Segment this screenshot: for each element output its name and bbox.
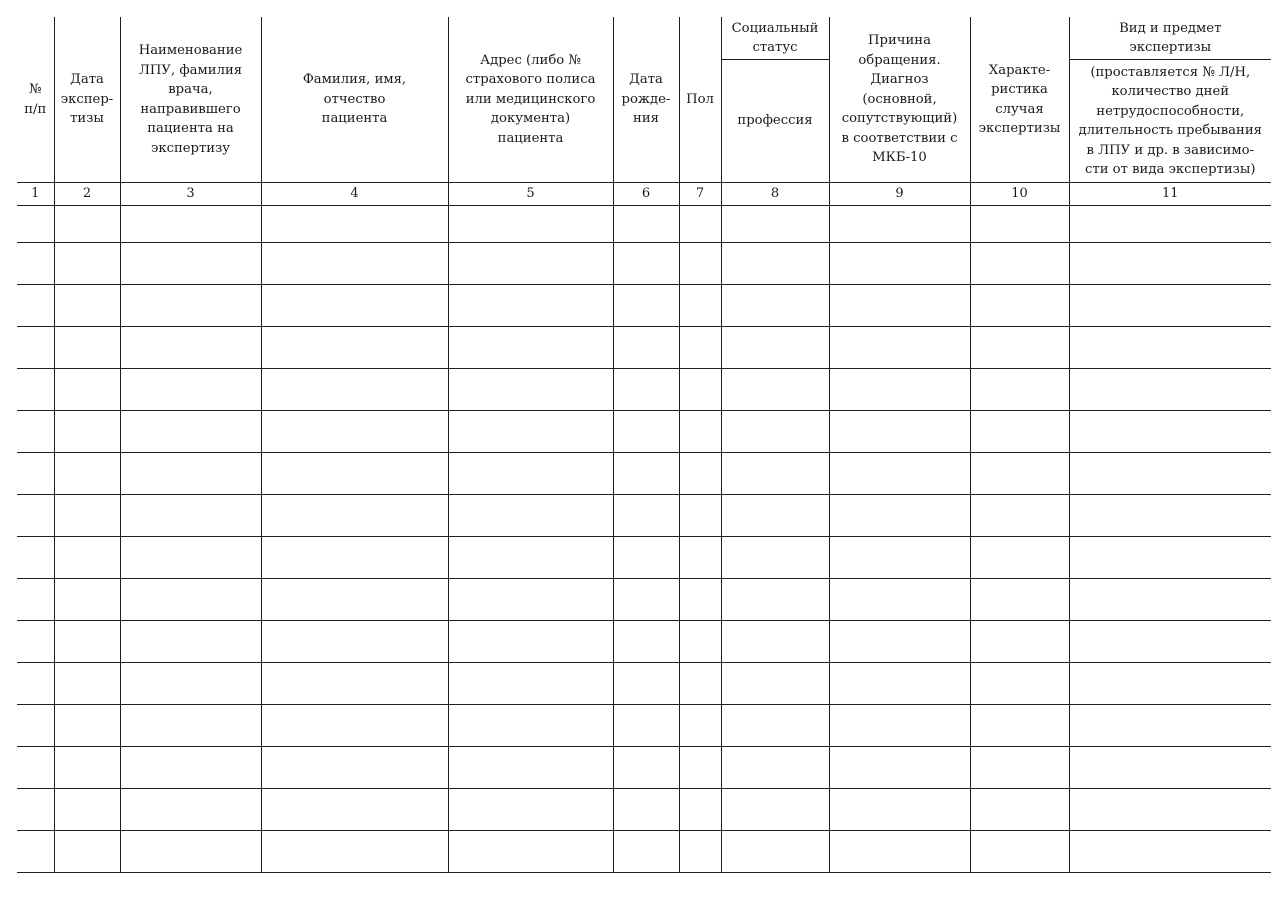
table-cell [679,285,721,327]
table-cell [54,327,120,369]
table-cell [970,747,1069,789]
table-cell [829,243,970,285]
table-cell [120,831,261,873]
table-cell [54,663,120,705]
table-cell [970,705,1069,747]
column-number: 7 [679,183,721,206]
table-cell [970,495,1069,537]
table-cell [970,789,1069,831]
column-number: 1 [17,183,54,206]
table-cell [54,747,120,789]
table-cell [448,621,613,663]
table-cell [448,285,613,327]
table-cell [970,537,1069,579]
table-cell [721,243,829,285]
table-cell [829,663,970,705]
table-cell [721,579,829,621]
table-cell [54,453,120,495]
table-cell [721,789,829,831]
table-cell [970,369,1069,411]
table-cell [613,621,679,663]
table-cell [679,495,721,537]
col-header-review-date: Дата экспер- тизы [54,17,120,183]
table-cell [54,243,120,285]
table-cell [829,495,970,537]
table-row [17,411,1271,453]
table-cell [17,705,54,747]
table-cell [261,537,448,579]
table-cell [679,831,721,873]
table-cell [448,579,613,621]
table-cell [120,495,261,537]
table-cell [613,831,679,873]
table-cell [613,579,679,621]
col-header-sex: Пол [679,17,721,183]
table-cell [613,705,679,747]
table-cell [261,285,448,327]
col-header-row-number: № п/п [17,17,54,183]
table-cell [120,243,261,285]
table-cell [17,243,54,285]
col-header-patient-name: Фамилия, имя, отчество пациента [261,17,448,183]
table-cell [120,663,261,705]
table-cell [120,621,261,663]
table-cell [448,369,613,411]
table-row [17,369,1271,411]
table-cell [721,831,829,873]
table-cell [829,831,970,873]
register-body [17,206,1271,873]
table-cell [679,243,721,285]
table-cell [17,411,54,453]
table-cell [54,831,120,873]
table-cell [120,537,261,579]
table-cell [120,206,261,243]
table-cell [679,747,721,789]
col-header-reason-diagnosis: Причина обращения. Диагноз (основной, сопутствующий) в соответствии с МКБ-10 [829,17,970,183]
column-number: 4 [261,183,448,206]
table-cell [970,285,1069,327]
table-cell [613,663,679,705]
table-cell [1069,831,1271,873]
table-cell [829,206,970,243]
table-cell [1069,579,1271,621]
table-cell [613,747,679,789]
col-group-review-type-subject: Вид и предмет экспертизы [1069,17,1271,60]
table-cell [721,411,829,453]
register-table [17,17,1271,873]
column-number: 9 [829,183,970,206]
table-cell [613,411,679,453]
table-cell [120,327,261,369]
table-cell [17,789,54,831]
table-row [17,285,1271,327]
table-cell [829,789,970,831]
table-cell [1069,206,1271,243]
table-cell [613,206,679,243]
table-cell [261,411,448,453]
table-row [17,621,1271,663]
table-cell [448,663,613,705]
table-cell [829,621,970,663]
table-cell [679,663,721,705]
table-cell [679,327,721,369]
table-cell [17,663,54,705]
table-cell [261,453,448,495]
table-cell [448,537,613,579]
column-number: 2 [54,183,120,206]
table-cell [679,206,721,243]
table-cell [721,747,829,789]
table-cell [829,411,970,453]
table-cell [1069,747,1271,789]
table-cell [120,411,261,453]
table-cell [261,206,448,243]
table-cell [261,831,448,873]
table-cell [448,206,613,243]
table-cell [54,705,120,747]
table-cell [448,789,613,831]
table-cell [120,705,261,747]
table-row [17,579,1271,621]
table-cell [261,495,448,537]
table-cell [613,369,679,411]
table-cell [970,579,1069,621]
table-cell [17,579,54,621]
table-cell [970,327,1069,369]
table-cell [17,495,54,537]
column-number: 5 [448,183,613,206]
table-cell [17,369,54,411]
table-cell [1069,411,1271,453]
table-cell [17,206,54,243]
table-cell [17,537,54,579]
table-cell [613,789,679,831]
table-cell [613,327,679,369]
table-cell [17,621,54,663]
table-cell [721,537,829,579]
table-cell [261,789,448,831]
table-cell [829,285,970,327]
table-row [17,831,1271,873]
table-cell [120,453,261,495]
col-header-case-characteristic: Характе- ристика случая экспертизы [970,17,1069,183]
table-cell [970,831,1069,873]
table-cell [54,789,120,831]
table-row [17,537,1271,579]
column-number: 3 [120,183,261,206]
table-row [17,789,1271,831]
table-cell [970,621,1069,663]
table-cell [970,206,1069,243]
table-row [17,747,1271,789]
table-cell [721,285,829,327]
table-cell [613,495,679,537]
table-cell [448,327,613,369]
table-cell [120,789,261,831]
table-cell [1069,369,1271,411]
table-cell [54,579,120,621]
table-cell [1069,537,1271,579]
table-cell [448,747,613,789]
table-cell [54,369,120,411]
table-cell [261,621,448,663]
table-cell [1069,453,1271,495]
table-cell [120,285,261,327]
col-header-review-details: (проставляется № Л/Н, количество дней нетрудоспособности, длительность пребывания в ЛПУ и др. в зависимо- сти от вида экспертизы) [1069,60,1271,183]
table-cell [448,243,613,285]
table-cell [1069,621,1271,663]
table-cell [448,495,613,537]
table-cell [829,369,970,411]
table-cell [1069,285,1271,327]
table-cell [261,705,448,747]
table-cell [448,411,613,453]
table-cell [721,663,829,705]
table-cell [1069,705,1271,747]
table-cell [261,579,448,621]
table-cell [1069,663,1271,705]
table-cell [829,537,970,579]
table-cell [721,705,829,747]
table-cell [829,327,970,369]
table-cell [17,285,54,327]
expert-review-register-form [17,17,1271,873]
table-cell [679,453,721,495]
table-row [17,705,1271,747]
table-cell [261,747,448,789]
table-cell [613,453,679,495]
table-cell [120,579,261,621]
table-cell [679,537,721,579]
table-cell [54,206,120,243]
table-cell [721,453,829,495]
table-cell [54,495,120,537]
table-cell [679,579,721,621]
table-cell [829,579,970,621]
column-number: 8 [721,183,829,206]
table-row [17,206,1271,243]
table-cell [120,747,261,789]
table-cell [448,453,613,495]
table-cell [54,411,120,453]
table-cell [261,327,448,369]
table-cell [970,411,1069,453]
table-row [17,453,1271,495]
table-cell [613,243,679,285]
column-number-row [17,183,1271,206]
table-cell [54,621,120,663]
col-group-social-status: Социальный статус [721,17,829,60]
header-row-top [17,17,1271,60]
table-cell [721,621,829,663]
table-cell [679,705,721,747]
table-cell [679,621,721,663]
table-cell [613,537,679,579]
table-row [17,327,1271,369]
table-cell [679,411,721,453]
table-cell [54,537,120,579]
table-cell [970,663,1069,705]
table-cell [679,369,721,411]
table-cell [17,831,54,873]
col-header-birth-date: Дата рожде- ния [613,17,679,183]
table-cell [829,705,970,747]
column-number: 10 [970,183,1069,206]
table-row [17,243,1271,285]
col-header-profession: профессия [721,60,829,183]
table-cell [448,705,613,747]
table-row [17,495,1271,537]
table-cell [829,747,970,789]
table-cell [1069,327,1271,369]
table-cell [1069,789,1271,831]
table-row [17,663,1271,705]
table-cell [679,789,721,831]
table-cell [1069,243,1271,285]
column-number: 6 [613,183,679,206]
table-cell [721,495,829,537]
table-cell [613,285,679,327]
table-cell [970,243,1069,285]
table-cell [829,453,970,495]
col-header-referring-clinic-doctor: Наименование ЛПУ, фамилия врача, направившего пациента на экспертизу [120,17,261,183]
table-cell [721,206,829,243]
table-cell [17,453,54,495]
table-cell [17,327,54,369]
column-number: 11 [1069,183,1271,206]
table-cell [261,369,448,411]
table-cell [17,747,54,789]
table-cell [1069,495,1271,537]
table-cell [261,243,448,285]
table-cell [120,369,261,411]
table-cell [721,369,829,411]
table-cell [261,663,448,705]
table-cell [54,285,120,327]
col-header-patient-address: Адрес (либо № страхового полиса или медицинского документа) пациента [448,17,613,183]
table-cell [970,453,1069,495]
table-cell [721,327,829,369]
table-cell [448,831,613,873]
